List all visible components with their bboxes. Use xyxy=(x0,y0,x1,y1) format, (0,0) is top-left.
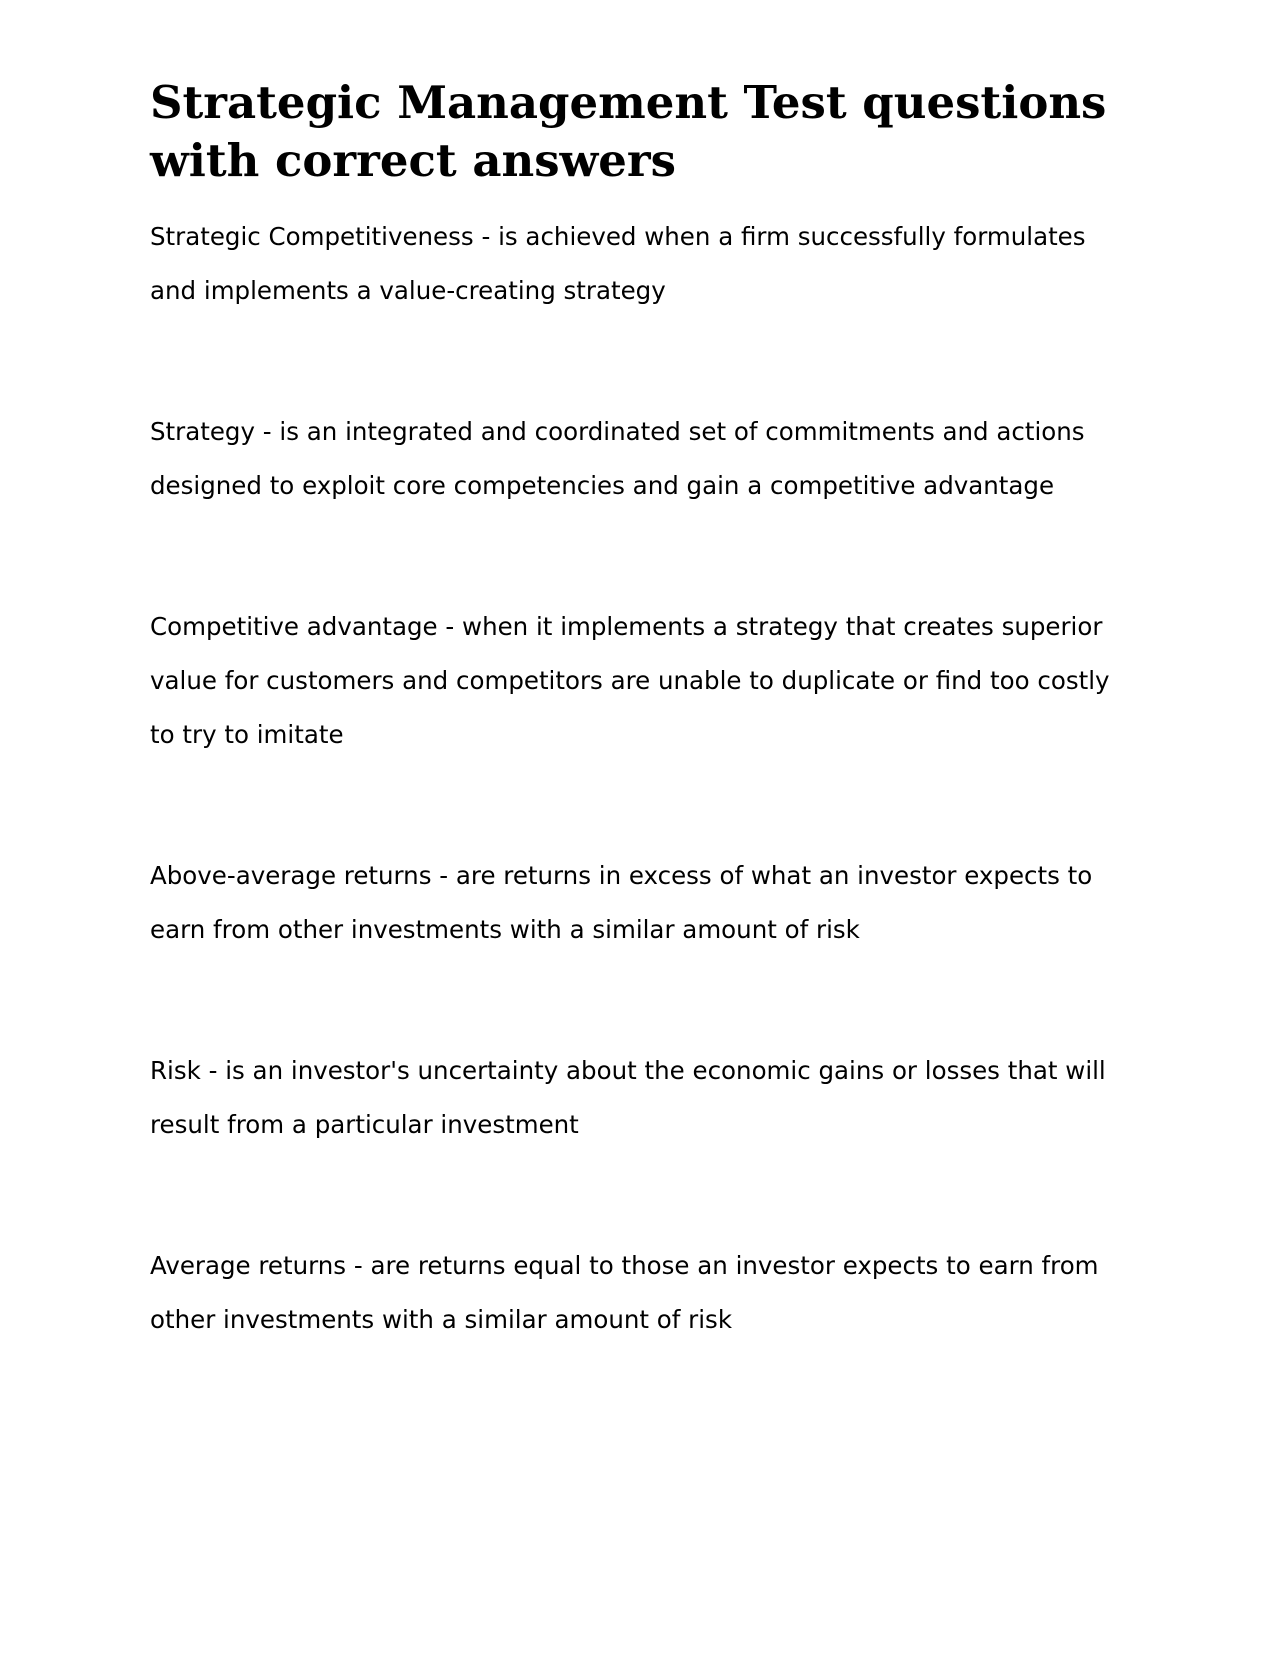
qa-entry-competitive-advantage: Competitive advantage - when it implements a strategy that creates superior value for customers and competitors are unable to duplicate or find too costly to try to imitate xyxy=(150,612,1110,749)
document-title: Strategic Management Test questions with correct answers xyxy=(150,76,1107,187)
qa-entry-strategy: Strategy - is an integrated and coordinated set of commitments and actions designed to exploit core competencies and gain a competitive advantage xyxy=(150,417,1085,500)
qa-list xyxy=(150,210,1130,1347)
document-page xyxy=(150,74,1130,1434)
qa-entry-risk: Risk - is an investor's uncertainty about the economic gains or losses that will result from a particular investment xyxy=(150,1056,1106,1139)
qa-entry-average-returns: Average returns - are returns equal to those an investor expects to earn from other investments with a similar amount of risk xyxy=(150,1251,1099,1334)
qa-entry-strategic-competitiveness: Strategic Competitiveness - is achieved when a firm successfully formulates and implements a value-creating strategy xyxy=(150,222,1086,305)
qa-entry-above-average-returns: Above-average returns - are returns in excess of what an investor expects to earn from other investments with a similar amount of risk xyxy=(150,861,1093,944)
